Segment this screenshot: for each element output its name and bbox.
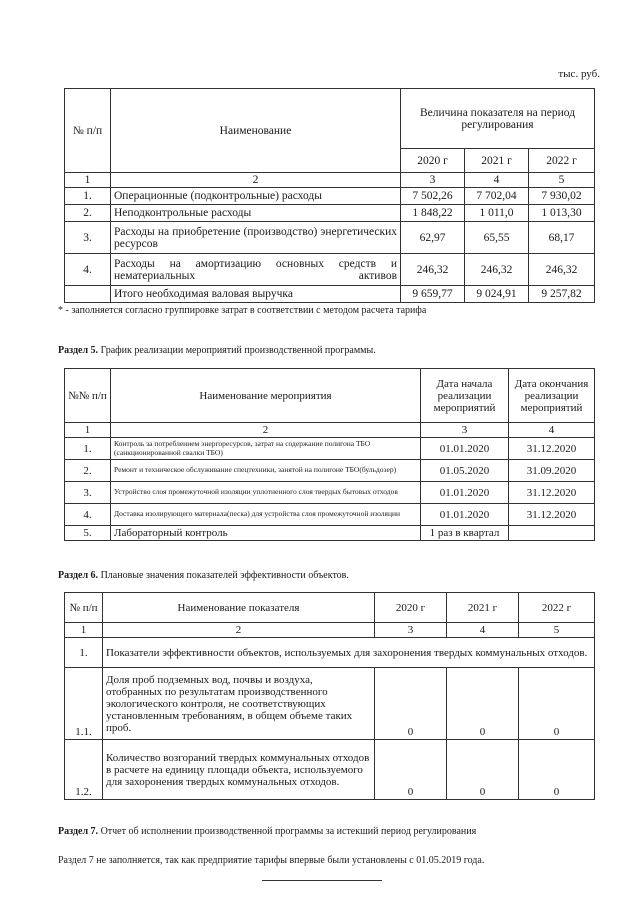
row-number: 1.1.: [65, 668, 103, 740]
section-label: Раздел 5.: [58, 345, 99, 356]
row-name: Доля проб подземных вод, почвы и воздуха, отобранных по результатам производственного экологического контроля, не соответствующих установленным требованиям, в общем объеме таких проб.: [103, 668, 375, 740]
expenses-table: [64, 88, 595, 303]
column-number: 4: [509, 423, 595, 438]
row-name: Устройство слоя промежуточной изоляции уплотненного слоя твердых бытовых отходов: [111, 482, 421, 504]
row-name: Неподконтрольные расходы: [111, 205, 401, 222]
column-number: 3: [375, 623, 447, 638]
table-row: [65, 504, 595, 526]
table-row: [65, 526, 595, 541]
row-start: 01.05.2020: [421, 460, 509, 482]
row-value: 246,32: [401, 254, 465, 286]
column-number: 4: [447, 623, 519, 638]
header-name: Наименование показателя: [103, 593, 375, 623]
table-group-row: [65, 638, 595, 668]
units-label: тыс. руб.: [558, 68, 600, 80]
row-number: 2.: [65, 205, 111, 222]
row-number: 5.: [65, 526, 111, 541]
table-row: [65, 460, 595, 482]
row-end: 31.12.2020: [509, 438, 595, 460]
efficiency-table: [64, 592, 595, 800]
column-number: 5: [519, 623, 595, 638]
row-name: Количество возгораний твердых коммунальных отходов в расчете на единицу площади объекта, используемого для захоронения твердых коммунальных отходов.: [103, 740, 375, 800]
row-name: Доставка изолирующего материала(песка) для устройства слоя промежуточной изоляции: [111, 504, 421, 526]
header-year: 2021 г: [465, 149, 529, 173]
divider-line: [262, 880, 382, 881]
header-year: 2020 г: [375, 593, 447, 623]
row-value: 0: [447, 740, 519, 800]
section-label: Раздел 6.: [58, 570, 99, 581]
footnote: * - заполняется согласно группировке затрат в соответствии с методом расчета тарифа: [58, 305, 427, 316]
row-name: Контроль за потреблением энергоресурсов, затрат на содержание полигона ТБО (санкционированной свалки ТБО): [111, 438, 421, 460]
column-number: 3: [421, 423, 509, 438]
row-number: 3.: [65, 482, 111, 504]
section-5-heading: [58, 345, 376, 356]
column-number: 2: [111, 423, 421, 438]
table-row: [65, 482, 595, 504]
table-row: [65, 668, 595, 740]
row-name: Операционные (подконтрольные) расходы: [111, 188, 401, 205]
header-year: 2022 г: [529, 149, 595, 173]
header-name: Наименование мероприятия: [111, 369, 421, 423]
column-number: 4: [465, 173, 529, 188]
row-value: 9 659,77: [401, 286, 465, 303]
row-value: 62,97: [401, 222, 465, 254]
section-6-heading: [58, 570, 349, 581]
column-number: 2: [103, 623, 375, 638]
header-period: Величина показателя на период регулирования: [401, 89, 595, 149]
header-number: № п/п: [65, 89, 111, 173]
closing-text: Раздел 7 не заполняется, так как предприятие тарифы впервые были установлены с 01.05.2019 года.: [58, 855, 485, 866]
table-row: [65, 205, 595, 222]
row-name: Показатели эффективности объектов, используемых для захоронения твердых коммунальных отходов.: [103, 638, 595, 668]
row-start: 01.01.2020: [421, 504, 509, 526]
column-number: 1: [65, 623, 103, 638]
row-name: Расходы на приобретение (производство) энергетических ресурсов: [111, 222, 401, 254]
row-value: 7 502,26: [401, 188, 465, 205]
header-year: 2022 г: [519, 593, 595, 623]
header-number: № п/п: [65, 593, 103, 623]
row-value: 1 848,22: [401, 205, 465, 222]
row-value: 65,55: [465, 222, 529, 254]
header-year: 2021 г: [447, 593, 519, 623]
table-row: [65, 740, 595, 800]
row-value: 0: [519, 740, 595, 800]
table-row: [65, 222, 595, 254]
row-number: 1.2.: [65, 740, 103, 800]
row-value: 7 930,02: [529, 188, 595, 205]
table-row: [65, 438, 595, 460]
row-number: 4.: [65, 254, 111, 286]
section-label: Раздел 7.: [58, 826, 99, 837]
schedule-table: [64, 368, 595, 541]
row-end: 31.12.2020: [509, 482, 595, 504]
row-number: 1.: [65, 188, 111, 205]
row-start: 01.01.2020: [421, 438, 509, 460]
row-end: 31.09.2020: [509, 460, 595, 482]
row-number: 2.: [65, 460, 111, 482]
row-value: 7 702,04: [465, 188, 529, 205]
row-value: 68,17: [529, 222, 595, 254]
row-value: 1 013,30: [529, 205, 595, 222]
table-row-total: [65, 286, 595, 303]
table-row: [65, 188, 595, 205]
row-end: [509, 526, 595, 541]
row-value: 246,32: [465, 254, 529, 286]
header-number: №№ п/п: [65, 369, 111, 423]
row-name: Расходы на амортизацию основных средств и нематериальных активов: [111, 254, 401, 286]
section-title: График реализации мероприятий производственной программы.: [100, 345, 376, 356]
column-number: 1: [65, 173, 111, 188]
column-number: 2: [111, 173, 401, 188]
row-start: 1 раз в квартал: [421, 526, 509, 541]
header-year: 2020 г: [401, 149, 465, 173]
column-number: 1: [65, 423, 111, 438]
row-value: 0: [447, 668, 519, 740]
row-number: 4.: [65, 504, 111, 526]
row-value: 9 257,82: [529, 286, 595, 303]
table-row: [65, 254, 595, 286]
column-number: 5: [529, 173, 595, 188]
row-value: 9 024,91: [465, 286, 529, 303]
row-number: 1.: [65, 438, 111, 460]
section-title: Отчет об исполнении производственной программы за истекший период регулирования: [100, 826, 477, 837]
section-7-heading: [58, 826, 476, 837]
row-value: 246,32: [529, 254, 595, 286]
row-value: 0: [375, 668, 447, 740]
row-number: [65, 286, 111, 303]
row-value: 1 011,0: [465, 205, 529, 222]
header-start: Дата начала реализации мероприятий: [421, 369, 509, 423]
row-value: 0: [519, 668, 595, 740]
header-name: Наименование: [111, 89, 401, 173]
section-title: Плановые значения показателей эффективности объектов.: [100, 570, 349, 581]
header-end: Дата окончания реализации мероприятий: [509, 369, 595, 423]
row-number: 3.: [65, 222, 111, 254]
row-name: Ремонт и техническое обслуживание спецтехники, занятой на полигоне ТБО(бульдозер): [111, 460, 421, 482]
row-name: Лабораторный контроль: [111, 526, 421, 541]
column-number: 3: [401, 173, 465, 188]
row-number: 1.: [65, 638, 103, 668]
row-value: 0: [375, 740, 447, 800]
row-start: 01.01.2020: [421, 482, 509, 504]
row-name: Итого необходимая валовая выручка: [111, 286, 401, 303]
row-end: 31.12.2020: [509, 504, 595, 526]
